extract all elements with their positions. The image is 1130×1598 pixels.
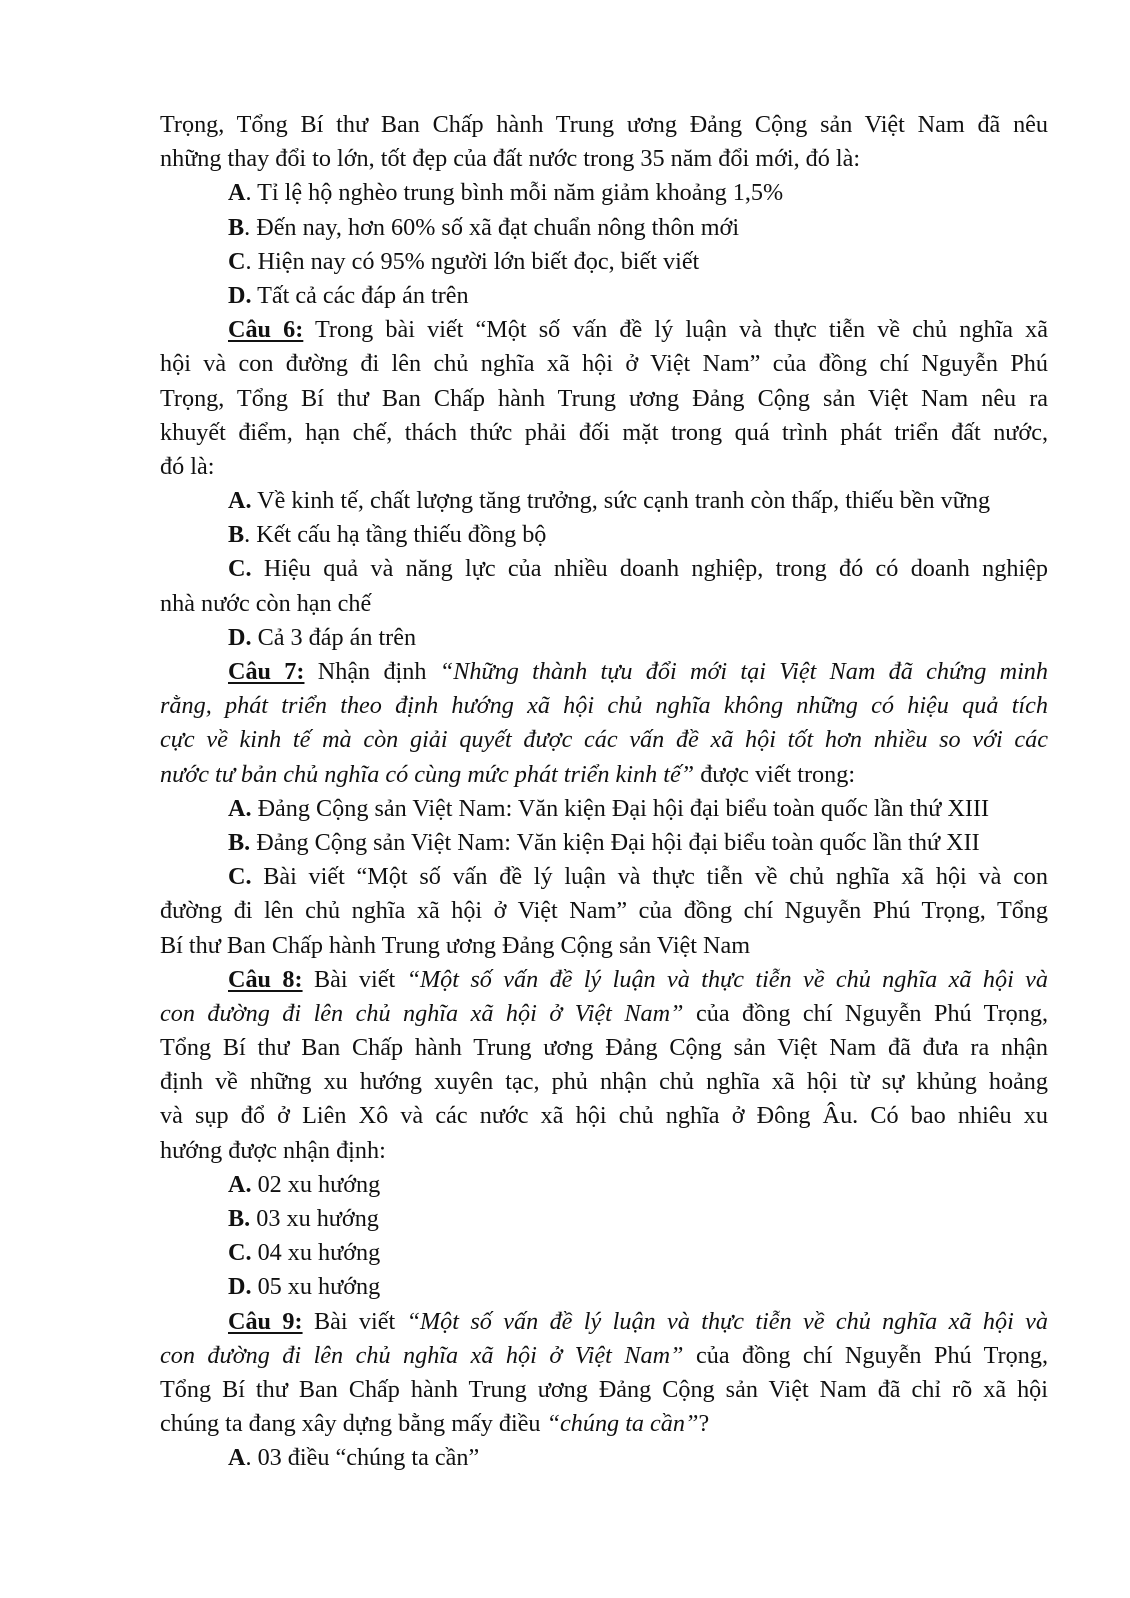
text-line xyxy=(160,142,1048,176)
text-run: ? xyxy=(698,1410,710,1438)
text-line xyxy=(160,655,1048,689)
document-body xyxy=(160,108,1048,1476)
text-line xyxy=(160,484,1048,518)
question-label: Câu 6: xyxy=(228,316,304,344)
text-line xyxy=(160,1441,1048,1475)
text-run: . Đến nay, hơn 60% số xã đạt chuẩn nông thôn mới xyxy=(244,213,740,241)
text-run: . Kết cấu hạ tầng thiếu đồng bộ xyxy=(244,521,547,549)
answer-option-label: B. xyxy=(228,828,251,856)
text-run: khuyết điểm, hạn chế, thách thức phải đối mặt trong quá trình phát triển đất nước, xyxy=(160,418,1048,446)
text-line xyxy=(160,587,1048,621)
answer-option-label: A. xyxy=(228,1170,252,1198)
answer-option-label: C. xyxy=(228,555,252,583)
text-line xyxy=(160,860,1048,894)
text-run: Bài viết “Một số vấn đề lý luận và thực tiễn về chủ nghĩa xã hội và con xyxy=(251,863,1048,891)
text-line xyxy=(160,1339,1048,1373)
text-run: Tổng Bí thư Ban Chấp hành Trung ương Đảng Cộng sản Việt Nam đã đưa ra nhận xyxy=(160,1034,1048,1062)
text-run: đó là: xyxy=(160,452,215,480)
text-line xyxy=(160,929,1048,963)
quoted-text: “Một số vấn đề lý luận và thực tiễn về chủ nghĩa xã hội và xyxy=(406,1307,1048,1335)
text-line xyxy=(160,792,1048,826)
question-label: Câu 8: xyxy=(228,965,303,993)
text-line xyxy=(160,1236,1048,1270)
text-line xyxy=(160,1270,1048,1304)
text-run: . 03 điều “chúng ta cần” xyxy=(245,1444,480,1472)
answer-option-label: B. xyxy=(228,1205,251,1232)
text-run: 04 xu hướng xyxy=(251,1239,381,1267)
text-line xyxy=(160,279,1048,313)
text-line xyxy=(160,518,1048,552)
text-run: của đồng chí Nguyễn Phú Trọng, xyxy=(683,1341,1048,1369)
text-run: Về kinh tế, chất lượng tăng trưởng, sức cạnh tranh còn thấp, thiếu bền vững xyxy=(251,487,991,515)
quoted-text: cực về kinh tế mà còn giải quyết được các vấn đề xã hội tốt hơn nhiều so với các xyxy=(160,726,1048,754)
text-line xyxy=(160,963,1048,997)
quoted-text: “chúng ta cần” xyxy=(546,1410,699,1438)
answer-option-label: D. xyxy=(228,623,252,651)
question-label: Câu 9: xyxy=(228,1307,303,1335)
answer-option-label: D. xyxy=(228,1273,252,1301)
text-line xyxy=(160,1031,1048,1065)
answer-option-label: C. xyxy=(228,1239,252,1267)
text-line xyxy=(160,1168,1048,1202)
text-run: Trọng, Tổng Bí thư Ban Chấp hành Trung ương Đảng Cộng sản Việt Nam đã nêu xyxy=(160,111,1048,138)
text-line xyxy=(160,621,1048,655)
text-line xyxy=(160,313,1048,347)
answer-option-label: C xyxy=(228,247,246,275)
text-line xyxy=(160,723,1048,757)
text-line xyxy=(160,416,1048,450)
text-run: được viết trong: xyxy=(694,760,856,788)
text-line xyxy=(160,382,1048,416)
question-label: Câu 7: xyxy=(228,658,305,685)
text-run: Trong bài viết “Một số vấn đề lý luận và thực tiễn về chủ nghĩa xã xyxy=(303,316,1048,344)
text-run: hướng được nhận định: xyxy=(160,1136,386,1164)
quoted-text: nước tư bản chủ nghĩa có cùng mức phát triển kinh tế” xyxy=(160,760,695,788)
text-run: nhà nước còn hạn chế xyxy=(160,589,372,617)
text-run: Trọng, Tổng Bí thư Ban Chấp hành Trung ương Đảng Cộng sản Việt Nam nêu ra xyxy=(160,384,1048,412)
quoted-text: “Những thành tựu đổi mới tại Việt Nam đã chứng minh xyxy=(439,658,1048,685)
quoted-text: con đường đi lên chủ nghĩa xã hội ở Việt Nam” xyxy=(160,999,684,1027)
text-run: Bài viết xyxy=(302,1307,407,1335)
text-line xyxy=(160,450,1048,484)
quoted-text: con đường đi lên chủ nghĩa xã hội ở Việt Nam” xyxy=(160,1341,684,1369)
quoted-text: rằng, phát triển theo định hướng xã hội chủ nghĩa không những có hiệu quả tích xyxy=(160,692,1048,720)
text-run: Tất cả các đáp án trên xyxy=(251,281,469,309)
text-run: Bài viết xyxy=(302,965,407,993)
answer-option-label: A. xyxy=(228,487,252,515)
text-line xyxy=(160,552,1048,586)
text-run: Đảng Cộng sản Việt Nam: Văn kiện Đại hội đại biểu toàn quốc lần thứ XII xyxy=(250,828,980,856)
text-line xyxy=(160,211,1048,245)
answer-option-label: A xyxy=(228,1444,246,1472)
text-run: chúng ta đang xây dựng bằng mấy điều xyxy=(160,1410,547,1438)
text-line xyxy=(160,1099,1048,1133)
text-run: . Tỉ lệ hộ nghèo trung bình mỗi năm giảm khoảng 1,5% xyxy=(245,179,784,207)
text-line xyxy=(160,1202,1048,1236)
text-line xyxy=(160,997,1048,1031)
answer-option-label: A. xyxy=(228,794,252,822)
answer-option-label: D. xyxy=(228,281,252,309)
answer-option-label: A xyxy=(228,179,246,207)
text-run: Tổng Bí thư Ban Chấp hành Trung ương Đảng Cộng sản Việt Nam đã chỉ rõ xã hội xyxy=(160,1375,1048,1403)
text-run: . Hiện nay có 95% người lớn biết đọc, biết viết xyxy=(245,247,700,275)
text-line xyxy=(160,1407,1048,1441)
text-line xyxy=(160,826,1048,860)
text-run: Cả 3 đáp án trên xyxy=(251,623,417,651)
text-run: định về những xu hướng xuyên tạc, phủ nhận chủ nghĩa xã hội từ sự khủng hoảng xyxy=(160,1068,1048,1096)
text-run: và sụp đổ ở Liên Xô và các nước xã hội chủ nghĩa ở Đông Âu. Có bao nhiêu xu xyxy=(160,1102,1048,1130)
text-line xyxy=(160,108,1048,142)
text-line xyxy=(160,1134,1048,1168)
text-line xyxy=(160,1305,1048,1339)
text-run: Đảng Cộng sản Việt Nam: Văn kiện Đại hội đại biểu toàn quốc lần thứ XIII xyxy=(251,794,990,822)
text-run: của đồng chí Nguyễn Phú Trọng, xyxy=(683,999,1048,1027)
text-run: Hiệu quả và năng lực của nhiều doanh nghiệp, trong đó có doanh nghiệp xyxy=(251,555,1048,583)
text-line xyxy=(160,689,1048,723)
answer-option-label: B xyxy=(228,213,245,241)
text-line xyxy=(160,176,1048,210)
text-run: Nhận định xyxy=(304,658,440,685)
text-run: những thay đổi to lớn, tốt đẹp của đất nước trong 35 năm đổi mới, đó là: xyxy=(160,145,861,173)
answer-option-label: C. xyxy=(228,863,252,891)
answer-option-label: B xyxy=(228,521,245,549)
text-run: 05 xu hướng xyxy=(251,1273,381,1301)
text-line xyxy=(160,245,1048,279)
text-run: Bí thư Ban Chấp hành Trung ương Đảng Cộng sản Việt Nam xyxy=(160,931,751,959)
text-run: đường đi lên chủ nghĩa xã hội ở Việt Nam” của đồng chí Nguyễn Phú Trọng, Tổng xyxy=(160,897,1048,925)
text-line xyxy=(160,347,1048,381)
text-line xyxy=(160,894,1048,928)
text-run: 03 xu hướng xyxy=(250,1205,379,1232)
text-line xyxy=(160,1065,1048,1099)
text-run: hội và con đường đi lên chủ nghĩa xã hội ở Việt Nam” của đồng chí Nguyễn Phú xyxy=(160,350,1048,378)
text-run: 02 xu hướng xyxy=(251,1170,381,1198)
text-line xyxy=(160,758,1048,792)
quoted-text: “Một số vấn đề lý luận và thực tiễn về chủ nghĩa xã hội và xyxy=(406,965,1048,993)
text-line xyxy=(160,1373,1048,1407)
